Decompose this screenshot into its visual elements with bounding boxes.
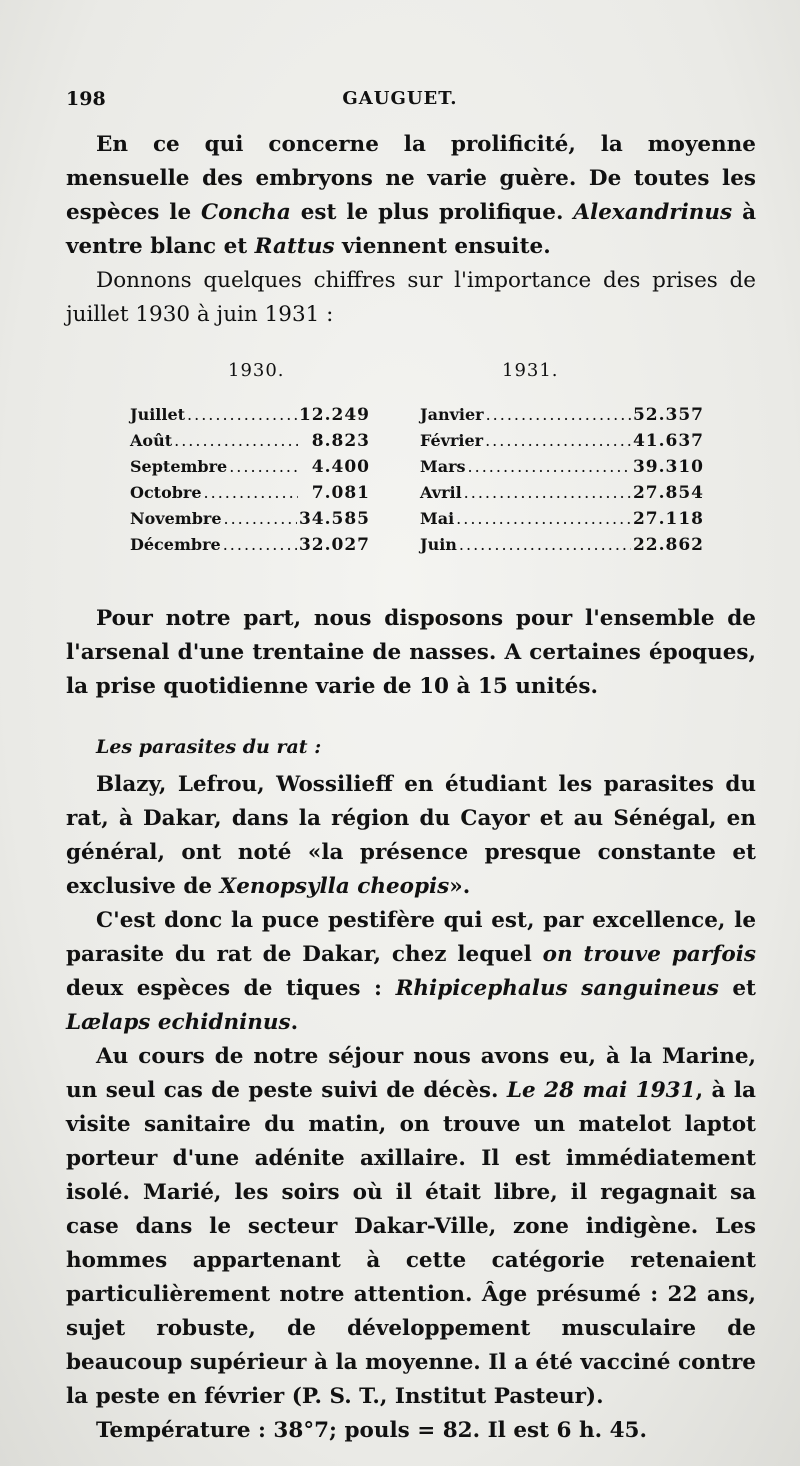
catch-value: 52.357 [632, 405, 704, 425]
table-row [130, 528, 370, 554]
month-label: Novembre [130, 509, 222, 528]
table-row [420, 424, 704, 450]
table-row [130, 502, 370, 528]
catch-value: 27.854 [632, 483, 704, 503]
paragraph-temperature: Température : 38°7; pouls = 82. Il est 6 h. 45. [96, 1418, 647, 1443]
catches-table [66, 340, 756, 602]
paragraph-prolificity [66, 128, 756, 264]
month-label: Juin [420, 535, 457, 554]
page-number: 198 [66, 88, 106, 110]
catch-value: 8.823 [311, 431, 370, 451]
page-header [66, 88, 734, 118]
text-run: Au cours de notre séjour nous avons eu, à la Marine, un seul cas de peste suivi de décès. [66, 1044, 756, 1103]
paragraph-traps: Pour notre part, nous disposons pour l'ensemble de l'arsenal d'une trentaine de nasses. A certaines époques, la prise quotidienne varie de 10 à 15 unités. [66, 606, 756, 699]
text-run: et [718, 976, 756, 1001]
date-emphasis: Le 28 mai 1931 [506, 1078, 696, 1103]
page-body [66, 128, 756, 1448]
text-run: viennent ensuite. [334, 234, 551, 259]
month-label: Janvier [420, 405, 484, 424]
paragraph-catches-intro: Donnons quelques chiffres sur l'importance des prises de juillet 1930 à juin 1931 : [66, 268, 756, 327]
paragraph-flea [66, 904, 756, 1040]
paragraph-plague-case [66, 1040, 756, 1414]
catch-value: 41.637 [632, 431, 704, 451]
species-name: Rhipicephalus sanguineus [395, 976, 719, 1001]
catch-value: 32.027 [298, 535, 370, 555]
paragraph-parasites [66, 768, 756, 904]
table-row [420, 528, 704, 554]
catch-value: 39.310 [632, 457, 704, 477]
month-label: Mai [420, 509, 455, 528]
catch-value: 12.249 [298, 405, 370, 425]
catch-value: 27.118 [632, 509, 704, 529]
month-label: Juillet [130, 405, 186, 424]
section-heading: Les parasites du rat : [96, 736, 322, 758]
month-label: Avril [420, 483, 462, 502]
catch-value: 4.400 [311, 457, 370, 477]
running-title: GAUGUET. [342, 88, 458, 109]
table-row [130, 398, 370, 424]
year-heading-1930: 1930. [228, 360, 285, 381]
catch-value: 7.081 [311, 483, 370, 503]
month-label: Mars [420, 457, 466, 476]
catch-value: 22.862 [632, 535, 704, 555]
text-run: , à la visite sanitaire du matin, on trouve un matelot laptot porteur d'une adénite axillaire. Il est immédiatement isolé. Marié, les soirs où il était libre, il regagnait sa case dans le secteur Dakar-Ville, zone indigène. Les hommes appartenant à cette catégorie retenaient particulièrement notre attention. Âge présumé : 22 ans, sujet robuste, de développement musculaire de beaucoup supérieur à la moyenne. Il a été vacciné contre la peste en février (P. S. T., Institut Pasteur). [66, 1078, 756, 1409]
text-run: est le plus prolifique. [290, 200, 574, 225]
emphasis-text: on trouve parfois [542, 942, 757, 967]
table-row [130, 476, 370, 502]
table-row [420, 450, 704, 476]
text-run: deux espèces de tiques : [66, 976, 396, 1001]
text-run: à ventre blanc et [66, 200, 757, 259]
text-run: C'est donc la puce pestifère qui est, par excellence, le parasite du rat de Dakar, chez lequel [66, 908, 756, 967]
text-run: . [290, 1010, 299, 1035]
text-run: ». [449, 874, 471, 899]
species-name: Lælaps echidninus [66, 1010, 291, 1035]
species-name: Xenopsylla cheopis [219, 874, 450, 899]
catch-value: 34.585 [298, 509, 370, 529]
species-name: Concha [201, 200, 291, 225]
species-name: Alexandrinus [573, 200, 733, 225]
month-label: Août [130, 431, 173, 450]
month-label: Février [420, 431, 484, 450]
text-run: En ce qui concerne la prolificité, la moyenne mensuelle des embryons ne varie guère. De toutes les espèces le [66, 132, 756, 225]
table-column-1931 [420, 398, 704, 554]
month-label: Septembre [130, 457, 228, 476]
table-column-1930 [130, 398, 370, 554]
month-label: Octobre [130, 483, 202, 502]
leader-dots [459, 528, 631, 562]
month-label: Décembre [130, 535, 221, 554]
year-heading-1931: 1931. [502, 360, 559, 381]
table-row [130, 450, 370, 476]
table-row [420, 502, 704, 528]
text-run: Blazy, Lefrou, Wossilieff en étudiant les parasites du rat, à Dakar, dans la région du Cayor et au Sénégal, en général, ont noté «la présence presque constante et exclusive de [66, 772, 756, 899]
table-row [420, 398, 704, 424]
leader-dots [223, 528, 297, 562]
species-name: Rattus [254, 234, 335, 259]
table-row [130, 424, 370, 450]
